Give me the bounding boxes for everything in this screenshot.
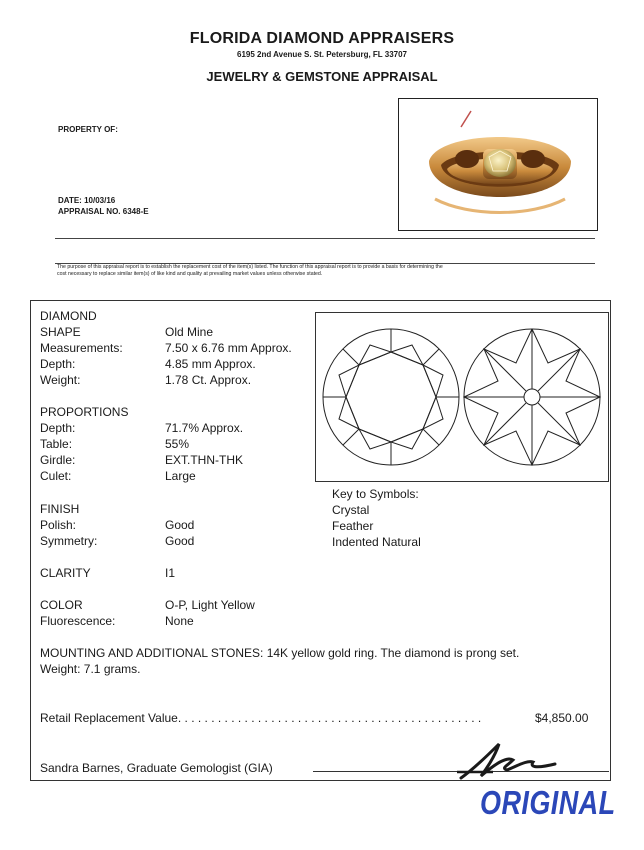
date-row (58, 196, 115, 205)
color-value: O-P, Light Yellow (165, 598, 255, 612)
mounting-weight: Weight: 7.1 grams. (40, 662, 141, 676)
diamond-plot-svg (316, 313, 608, 481)
measurements-label: Measurements: (40, 341, 123, 355)
symbols-heading: Key to Symbols: (332, 487, 419, 501)
purpose-statement (57, 264, 592, 277)
girdle-value: EXT.THN-THK (165, 453, 243, 467)
symbol-indented-natural: Indented Natural (332, 535, 421, 549)
symbol-feather: Feather (332, 519, 374, 533)
culet-label: Culet: (40, 469, 72, 483)
culet-value: Large (165, 469, 196, 483)
proportions-heading: PROPORTIONS (40, 405, 129, 419)
finish-heading: FINISH (40, 502, 80, 516)
polish-label: Polish: (40, 518, 77, 532)
weight-value: 1.78 Ct. Approx. (165, 373, 252, 387)
appraiser-name: Sandra Barnes, Graduate Gemologist (GIA) (40, 761, 273, 775)
symmetry-value: Good (165, 534, 195, 548)
retail-value-label: Retail Replacement Value (40, 711, 178, 725)
ring-photo-image (399, 99, 598, 231)
fluorescence-value: None (165, 614, 194, 628)
handwritten-signature (455, 738, 565, 782)
appraisal-label: APPRAISAL NO. (58, 207, 121, 216)
purpose-line: cost necessary to replace similar item(s) of like kind and quality at prevailing market values unless otherwise stated. (57, 270, 323, 277)
company-address: 6195 2nd Avenue S. St. Petersburg, FL 33707 (237, 50, 407, 59)
girdle-label: Girdle: (40, 453, 76, 467)
weight-label: Weight: (40, 373, 81, 387)
retail-value-amount: $4,850.00 (535, 711, 589, 725)
original-stamp: ORIGINAL (480, 784, 616, 821)
table-label: Table: (40, 437, 73, 451)
company-name: FLORIDA DIAMOND APPRAISERS (189, 30, 455, 47)
diamond-heading: DIAMOND (40, 309, 97, 323)
property-label: PROPERTY OF: (58, 125, 118, 134)
symmetry-label: Symmetry: (40, 534, 98, 548)
leader-dots: . . . . . . . . . . . . . . . . . . . . . . . . . . . . . . . . . . . . . . . . . . . . . . (177, 711, 482, 725)
proportion-depth-value: 71.7% Approx. (165, 421, 244, 435)
depth-label: Depth: (40, 357, 76, 371)
appraisal-number: 6348-E (122, 207, 149, 216)
clarity-value: I1 (165, 566, 176, 580)
proportion-depth-label: Depth: (40, 421, 76, 435)
appraisal-number-row (58, 207, 149, 216)
date-label: DATE: (58, 196, 82, 205)
polish-value: Good (165, 518, 195, 532)
crown-table (346, 352, 436, 442)
diamond-plot-diagram (315, 312, 609, 482)
depth-value: 4.85 mm Approx. (165, 357, 256, 371)
purpose-line: The purpose of this appraisal report is to establish the replacement cost of the item(s) listed. The function of this appraisal report is to provide a basis for determining the (57, 264, 443, 270)
fluorescence-label: Fluorescence: (40, 614, 116, 628)
retail-value-row (40, 710, 481, 726)
measurements-value: 7.50 x 6.76 mm Approx. (165, 341, 292, 355)
color-label: COLOR (40, 598, 83, 612)
culet-mark (524, 389, 540, 405)
document-title: JEWELRY & GEMSTONE APPRAISAL (206, 69, 438, 84)
table-value: 55% (165, 437, 190, 451)
clarity-label: CLARITY (40, 566, 91, 580)
shape-value: Old Mine (165, 325, 214, 339)
date-value: 10/03/16 (84, 196, 116, 205)
ring-photo (398, 98, 598, 231)
symbol-crystal: Crystal (332, 503, 370, 517)
divider-line (55, 238, 595, 239)
shape-label: SHAPE (40, 325, 81, 339)
mounting-description: MOUNTING AND ADDITIONAL STONES: 14K yellow gold ring. The diamond is prong set. (40, 646, 520, 660)
